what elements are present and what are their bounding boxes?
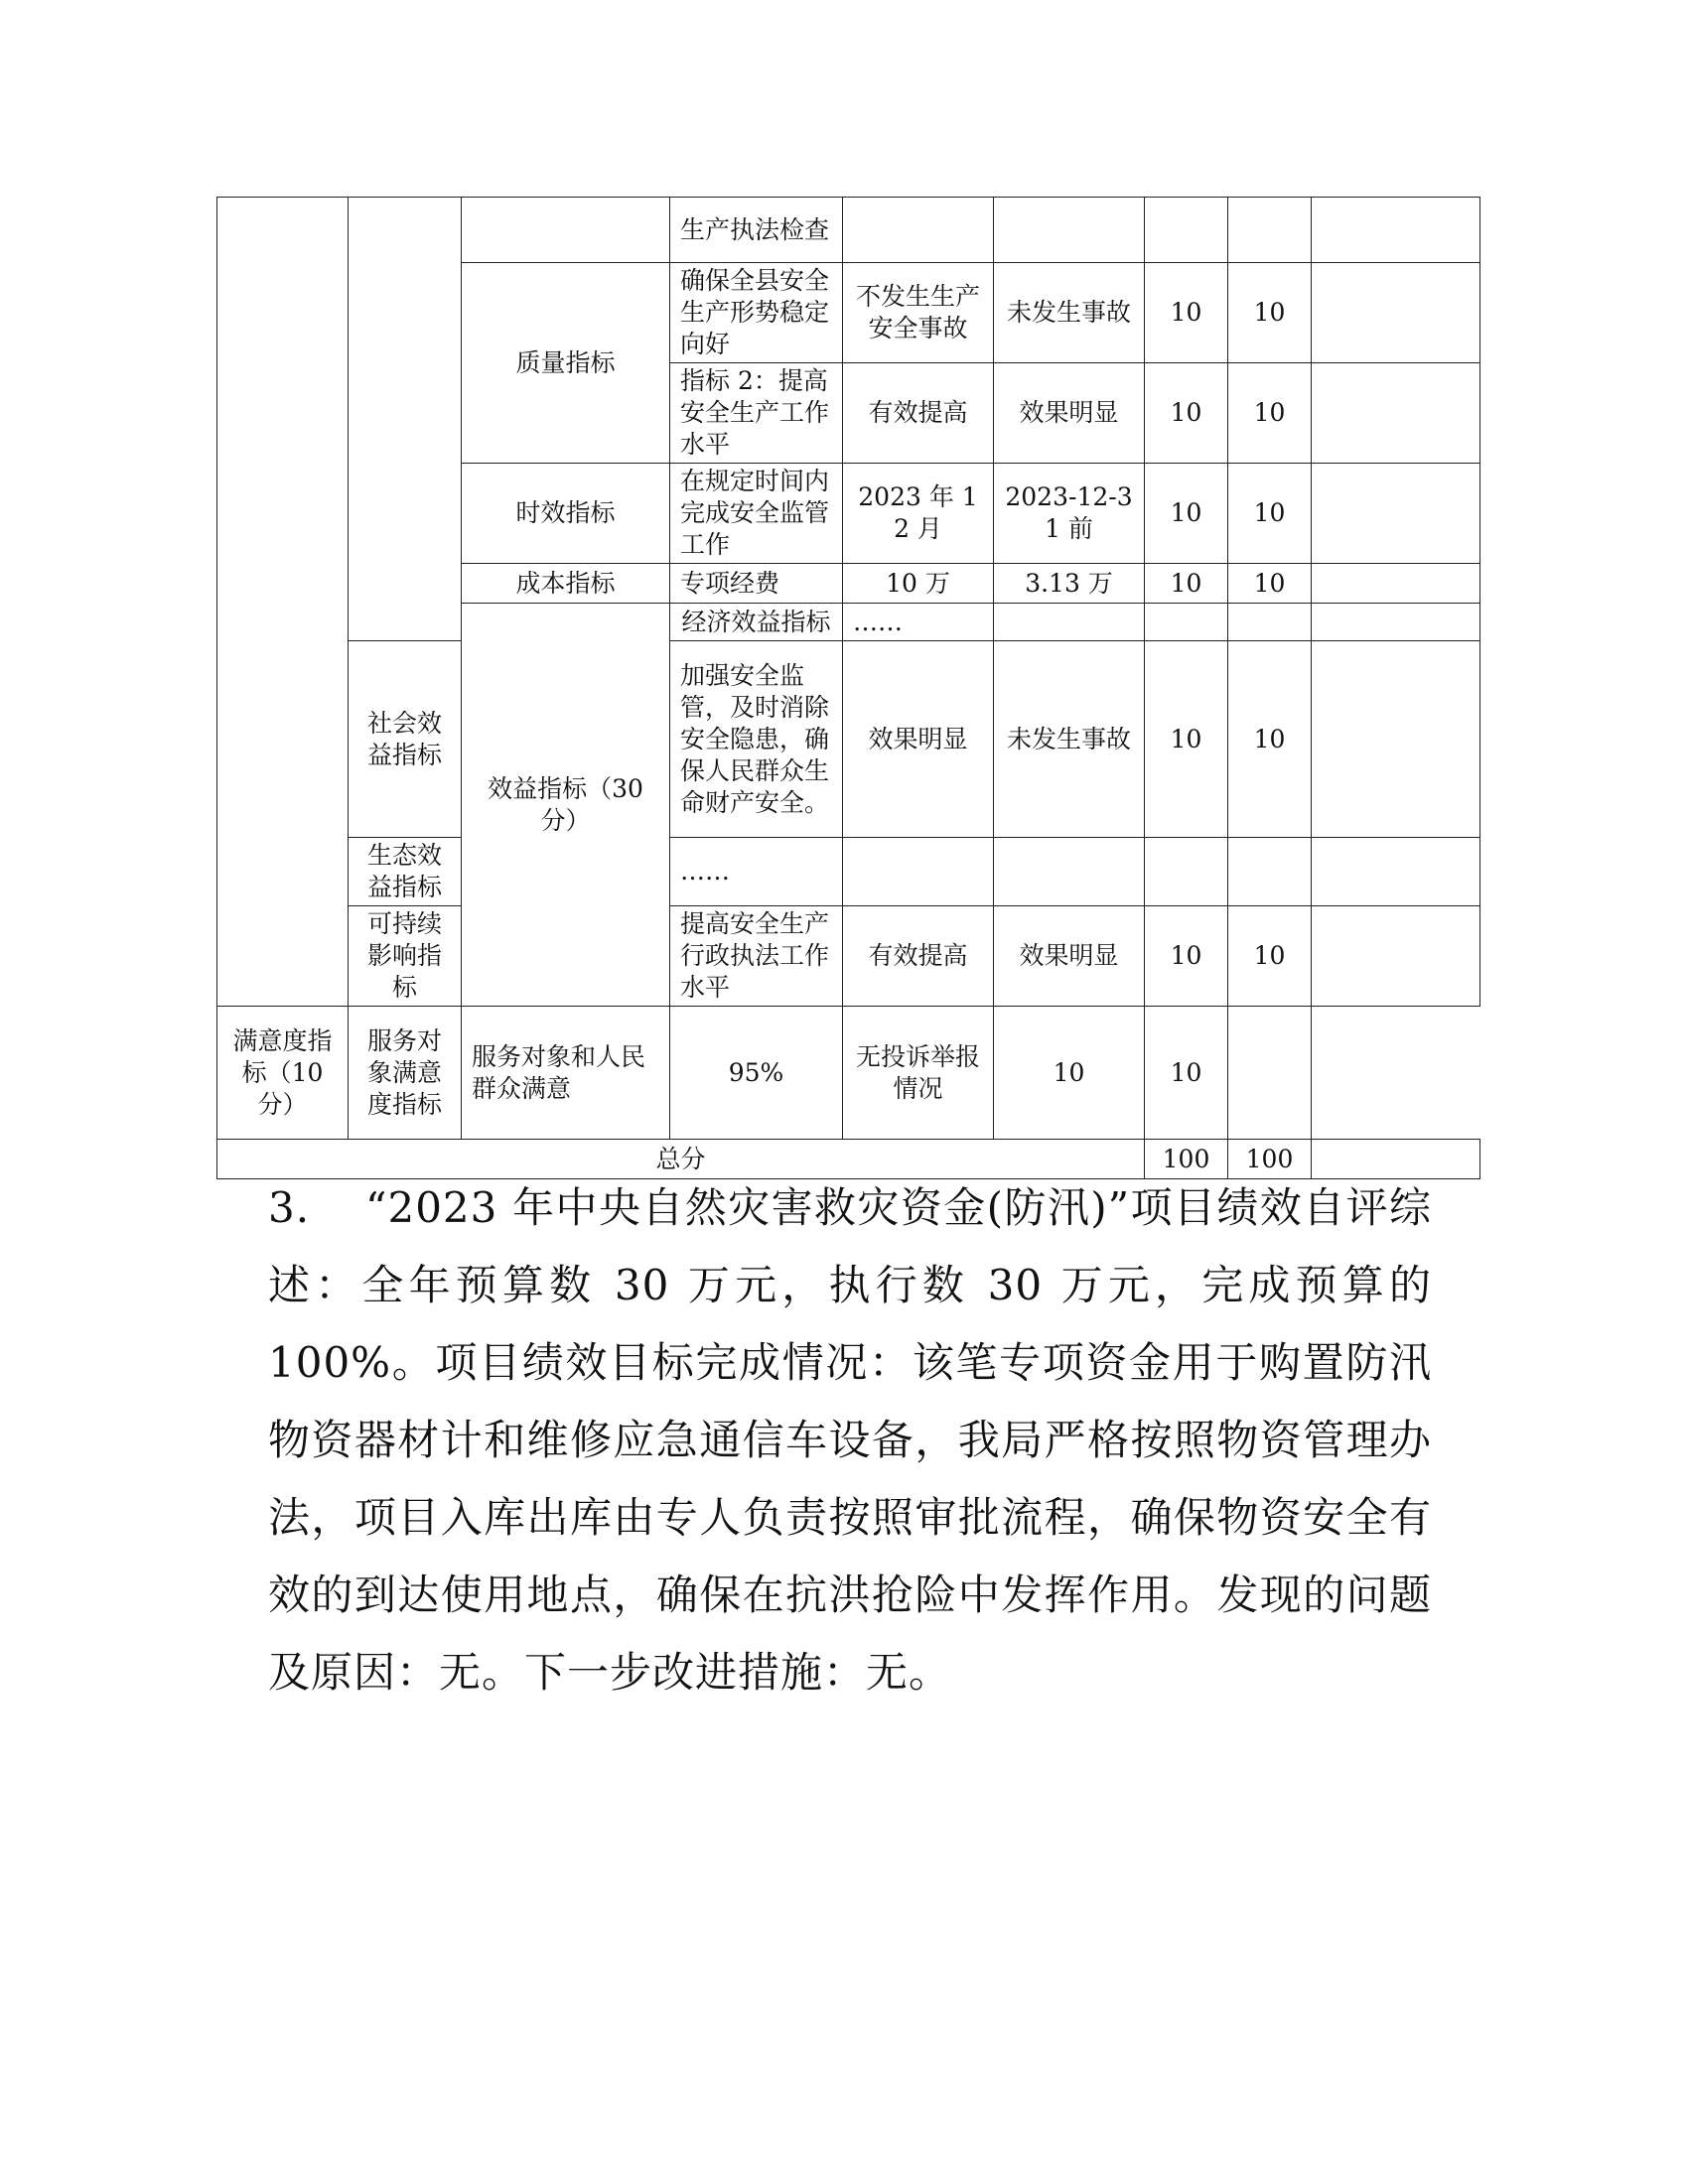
target-cell: 不发生生产安全事故	[843, 263, 994, 363]
table-row	[217, 906, 1480, 1007]
category-cell: 质量指标	[462, 263, 670, 464]
table-cell-blank	[843, 198, 994, 263]
total-score-cell: 100	[1228, 1140, 1312, 1179]
actual-cell: 3.13 万	[994, 564, 1145, 604]
table-cell-blank	[994, 604, 1145, 641]
score-cell: 10	[1228, 363, 1312, 464]
satisfaction-group-cell: 满意度指标（10 分）	[217, 1007, 349, 1140]
table-cell-blank	[1145, 198, 1228, 263]
indicator-cell: ……	[843, 604, 994, 641]
target-cell: 有效提高	[843, 906, 994, 1007]
table-cell-blank	[1312, 838, 1480, 906]
summary-paragraph	[268, 1169, 1432, 1711]
target-cell: 10 万	[843, 564, 994, 604]
weight-cell: 10	[994, 1007, 1145, 1140]
target-cell: 有效提高	[843, 363, 994, 464]
score-cell: 10	[1228, 906, 1312, 1007]
table-cell-blank	[1312, 263, 1480, 363]
category-cell: 成本指标	[462, 564, 670, 604]
weight-cell: 10	[1145, 263, 1228, 363]
category-cell: 服务对象满意度指标	[349, 1007, 462, 1140]
table-cell-blank	[843, 838, 994, 906]
indicator-cell: ……	[670, 838, 843, 906]
table-row	[217, 838, 1480, 906]
actual-cell: 未发生事故	[994, 263, 1145, 363]
target-cell: 95%	[670, 1007, 843, 1140]
actual-cell: 无投诉举报情况	[843, 1007, 994, 1140]
table-cell-blank	[1312, 641, 1480, 838]
benefit-group-cell: 效益指标（30 分）	[462, 604, 670, 1007]
indicator-cell: 生产执法检查	[670, 198, 843, 263]
indicator-cell: 加强安全监管，及时消除安全隐患，确保人民群众生命财产安全。	[670, 641, 843, 838]
table-cell-blank	[1145, 604, 1228, 641]
score-cell: 10	[1228, 564, 1312, 604]
table-cell-blank	[217, 198, 349, 1007]
table-cell-blank	[349, 198, 462, 641]
weight-cell: 10	[1145, 564, 1228, 604]
indicator-cell: 确保全县安全生产形势稳定向好	[670, 263, 843, 363]
table-cell-blank	[1145, 838, 1228, 906]
performance-table	[216, 197, 1480, 1179]
score-cell: 10	[1228, 464, 1312, 564]
category-cell: 可持续影响指标	[349, 906, 462, 1007]
indicator-cell: 专项经费	[670, 564, 843, 604]
table-cell-blank	[1312, 198, 1480, 263]
target-cell: 2023 年 12 月	[843, 464, 994, 564]
table-cell-blank	[1312, 906, 1480, 1007]
category-cell: 经济效益指标	[670, 604, 843, 641]
indicator-cell: 指标 2：提高安全生产工作水平	[670, 363, 843, 464]
table-row	[217, 1007, 1480, 1140]
indicator-cell: 提高安全生产行政执法工作水平	[670, 906, 843, 1007]
table-row	[217, 198, 1480, 263]
table-cell-blank	[1312, 363, 1480, 464]
category-cell: 社会效益指标	[349, 641, 462, 838]
actual-cell: 效果明显	[994, 363, 1145, 464]
total-label-cell: 总分	[217, 1140, 1145, 1179]
actual-cell: 未发生事故	[994, 641, 1145, 838]
indicator-cell: 服务对象和人民群众满意	[462, 1007, 670, 1140]
table-cell-blank	[1228, 604, 1312, 641]
table-cell-blank	[1312, 564, 1480, 604]
score-cell: 10	[1228, 641, 1312, 838]
weight-cell: 10	[1145, 363, 1228, 464]
weight-cell: 10	[1145, 464, 1228, 564]
category-cell: 生态效益指标	[349, 838, 462, 906]
actual-cell: 2023-12-31 前	[994, 464, 1145, 564]
score-cell: 10	[1145, 1007, 1228, 1140]
weight-cell: 10	[1145, 641, 1228, 838]
table-cell-blank	[1228, 838, 1312, 906]
actual-cell: 效果明显	[994, 906, 1145, 1007]
paragraph-number: 3.	[268, 1183, 311, 1232]
weight-cell: 10	[1145, 906, 1228, 1007]
score-cell: 10	[1228, 263, 1312, 363]
paragraph-text: “2023 年中央自然灾害救灾资金(防汛)”项目绩效自评综述：全年预算数 30 万元，执行数 30 万元，完成预算的 100%。项目绩效目标完成情况：该笔专项资金用于购置防汛物资器材计和维修应急通信车设备，我局严格按照物资管理办法，项目入库出库由专人负责按照审批流程，确保物资安全有效的到达使用地点，确保在抗洪抢险中发挥作用。发现的问题及原因：无。下一步改进措施：无。	[268, 1183, 1432, 1697]
table-cell-blank	[462, 198, 670, 263]
table-cell-blank	[994, 838, 1145, 906]
table-cell-blank	[1312, 604, 1480, 641]
table-cell-blank	[994, 198, 1145, 263]
total-weight-cell: 100	[1145, 1140, 1228, 1179]
table-row	[217, 641, 1480, 838]
category-cell: 时效指标	[462, 464, 670, 564]
table-cell-blank	[1228, 198, 1312, 263]
table-cell-blank	[1312, 464, 1480, 564]
target-cell: 效果明显	[843, 641, 994, 838]
indicator-cell: 在规定时间内完成安全监管工作	[670, 464, 843, 564]
table-cell-blank	[1228, 1007, 1312, 1140]
